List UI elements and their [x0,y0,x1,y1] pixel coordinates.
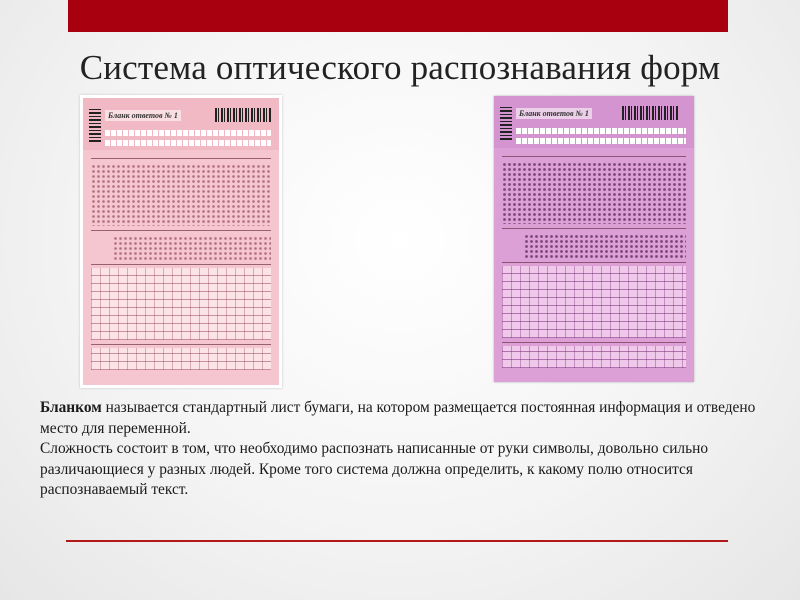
barcode-vertical [500,106,512,140]
body-text [40,398,775,501]
definition-text: называется стандартный лист бумаги, на котором размещается постоянная информация и отведено место для переменной. [40,399,756,437]
handwriting-fields [502,266,686,338]
definition-paragraph [40,398,775,439]
form-divider [91,264,271,265]
barcode-vertical [89,108,101,142]
bottom-accent-line [66,540,728,542]
form-divider [502,262,686,263]
form-cells-row [516,128,686,134]
barcode-horizontal [215,108,271,122]
form-divider [91,158,271,159]
term-blank: Бланком [40,399,102,416]
form-divider [502,228,686,229]
form-divider [502,156,686,157]
handwriting-fields [502,346,686,368]
form-cells-row [516,138,686,144]
form-divider [502,342,686,343]
slide-title: Система оптического распознавания форм [79,48,721,87]
answer-bubble-grid [524,234,686,258]
answer-bubble-grid [113,236,271,260]
form-cells-row [105,130,271,136]
handwriting-fields [91,268,271,340]
form-label: Бланк ответов № 1 [105,110,181,121]
form-divider [91,344,271,345]
form-divider [91,230,271,231]
handwriting-fields [91,348,271,370]
answer-form-image-right [494,96,694,382]
top-accent-bar [68,0,728,32]
barcode-horizontal [622,106,678,120]
answer-form-image-left [80,95,282,388]
difficulty-paragraph: Сложность состоит в том, что необходимо распознать написанные от руки символы, довольно сильно различающиеся у разных людей. Кроме того система должна определить, к какому полю относится распознаваемый текст. [40,440,709,498]
answer-bubble-grid [91,164,271,226]
form-label: Бланк ответов № 1 [516,108,592,119]
answer-bubble-grid [502,162,686,224]
form-cells-row [105,140,271,146]
